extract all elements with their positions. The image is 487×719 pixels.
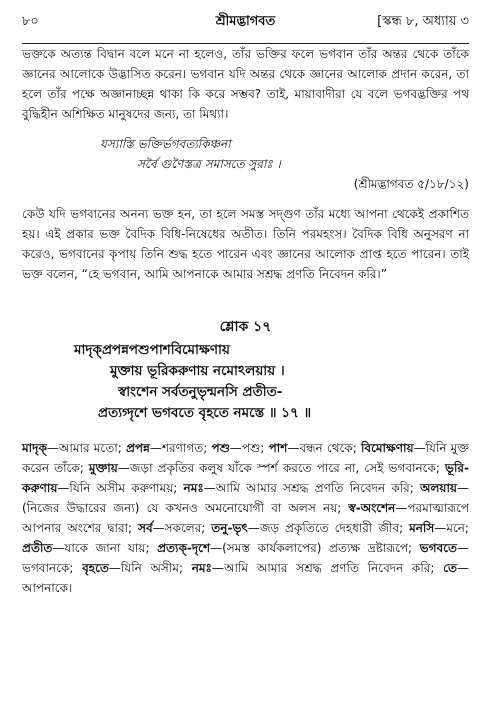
synonym-item: নমঃ—আমি আমার সশ্রদ্ধ প্রণতি নিবেদন করি; — [191, 561, 435, 575]
synonym-meaning: যিনি অসীম; — [120, 561, 184, 575]
synonym-item: তনু-ভৃৎ—জড় প্রকৃতিতে দেহধারী জীব; — [211, 521, 404, 535]
sanskrit-line-3: স্বাংশেন সর্বতনুভৃন্মনসি প্রতীত- — [118, 384, 283, 400]
page-header — [22, 12, 469, 40]
synonym-word: বৃহতে — [82, 561, 109, 575]
synonym-word: ভগবতে — [419, 541, 457, 555]
synonym-meaning: (নিজের উদ্ধারের জন্য) যে কখনও অমনোযোগী বা অলস নয়; — [22, 501, 342, 515]
synonym-word: মাদৃক্ — [22, 441, 47, 455]
synonym-item: প্রতীত—যাকে জানা যায়; — [22, 541, 150, 555]
book-page — [0, 12, 487, 719]
sloka-heading: শ্লোক ১৭ — [219, 319, 272, 335]
synonym-word: স্ব-অংশেন — [348, 501, 396, 515]
quoted-verse — [22, 134, 469, 194]
synonym-meaning: পশু; — [241, 441, 265, 455]
synonym-item: পাশ—বন্ধন থেকে; — [268, 441, 357, 455]
synonym-word: নমঃ — [183, 481, 204, 495]
synonym-word: সর্ব — [138, 521, 153, 535]
synonym-item: মাদৃক্—আমার মতো; — [22, 441, 122, 455]
synonym-word: ভূরি-করুণায় — [22, 461, 469, 495]
synonym-meaning: ভগবানকে; — [22, 561, 74, 575]
synonym-word: পাশ — [268, 441, 288, 455]
synonym-word: প্রত্যক্-দৃশে — [157, 541, 211, 555]
chapter-reference: [স্কন্ধ ৮, অধ্যায় ৩ — [377, 14, 469, 29]
synonym-item: ভূরি-করুণায়—যিনি অসীম করুণাময়; — [22, 461, 469, 495]
sanskrit-line-4: প্রত্যগ্দৃশে ভগবতে বৃহতে নমস্তে ॥ ১৭ ॥ — [98, 405, 312, 421]
synonym-word: মনসি — [409, 521, 435, 535]
synonym-item: নমঃ—আমি আমার সশ্রদ্ধ প্রণতি নিবেদন করি; — [183, 481, 414, 495]
paragraph-2: কেউ যদি ভগবানের অনন্য ভক্ত হন, তা হলে সমস্ত সদ্গুণ তাঁর মধ্যে আপনা থেকেই প্রকাশিত হয়। এই প্রকার ভক্ত বৈদিক বিধি-নিষেধের অতীত। তিনি পরমহংস। বৈদিক বিধি অনুসরণ না করেও, ভগবানের কৃপায় তিনি শুদ্ধ হতে পারেন এবং জ্ঞানের আলোক প্রাপ্ত হতে পারেন। তাই ভক্ত বলেন, “হে ভগবান, আমি আপনাকে আমার সশ্রদ্ধ প্রণতি নিবেদন করি।” — [22, 207, 469, 281]
synonym-meaning: যাকে জানা যায়; — [64, 541, 150, 555]
sanskrit-line-2: মুক্তায় ভূরিকরুণায় নমোঽলয়ায় । — [110, 363, 285, 379]
synonym-word: বিমোক্ষণায় — [360, 441, 414, 455]
synonym-word: পশু — [211, 441, 230, 455]
synonym-item: পশু—পশু; — [211, 441, 265, 455]
synonym-word: প্রপন্ন — [125, 441, 150, 455]
quoted-verse-line-1: যস্যাস্তি ভক্তির্ভগবত্যকিঞ্চনা — [100, 137, 231, 151]
synonym-item: অলয়ায়—(নিজের উদ্ধারের জন্য) যে কখনও অমনোযোগী বা অলস নয়; — [22, 481, 469, 515]
synonym-item: মনসি—মনে; — [409, 521, 469, 535]
synonym-word: মুক্তায় — [88, 461, 118, 475]
synonym-meaning: সকলের; — [164, 521, 206, 535]
synonym-item: মুক্তায়—জড়া প্রকৃতির কলুষ যাঁকে স্পর্শ করতে পারে না, সেই ভগবানকে; — [88, 461, 440, 475]
synonym-item: প্রত্যক্-দৃশে—(সমস্ত কার্যকলাপের) প্রত্যক্ষ দ্রষ্টারূপে; — [157, 541, 413, 555]
synonym-item: সর্ব—সকলের; — [138, 521, 206, 535]
synonym-item: স্ব-অংশেন—পরমাত্মারূপে আপনার অংশের দ্বারা; — [22, 501, 469, 535]
synonym-item: তে—আপনাকে। — [22, 561, 469, 595]
word-synonyms — [22, 438, 469, 598]
synonym-item: বৃহতে—যিনি অসীম; — [82, 561, 184, 575]
synonym-meaning: আমার মতো; — [58, 441, 122, 455]
synonym-meaning: জড় প্রকৃতিতে দেহধারী জীব; — [259, 521, 404, 535]
synonym-meaning: আপনাকে। — [22, 581, 73, 595]
sanskrit-line-1: মাদৃক্প্রপন্নপশুপাশবিমোক্ষণায় — [74, 342, 230, 358]
synonym-word: অলয়ায় — [420, 481, 457, 495]
synonym-item: বিমোক্ষণায়—যিনি মুক্ত করেন তাঁকে; — [22, 441, 469, 475]
synonym-meaning: যিনি মুক্ত করেন তাঁকে; — [22, 441, 469, 475]
synonym-meaning: আমি আমার সশ্রদ্ধ প্রণতি নিবেদন করি; — [223, 561, 435, 575]
header-divider — [22, 43, 469, 44]
synonym-meaning: মনে; — [446, 521, 469, 535]
paragraph-1: ভক্তকে অত্যন্ত বিদ্বান বলে মনে না হলেও, তাঁর ভক্তির ফলে ভগবান তাঁর অন্তর থেকে তাঁকে জ্ঞানের আলোকে উদ্ভাসিত করেন। ভগবান যদি অন্তর থেকে জ্ঞানের আলোক প্রদান করেন, তা হলে তাঁর পক্ষে অজ্ঞানাচ্ছন্ন থাকা কি করে সম্ভব? তাই, মায়াবাদীরা যে বলে ভগবদ্ভক্তির পথ বুদ্ধিহীন অশিক্ষিত মানুষদের জন্য, তা মিথ্যা। — [22, 47, 469, 121]
synonym-item: প্রপন্ন—শরণাগত; — [125, 441, 208, 455]
quoted-verse-line-2: সর্বৈ গুণৈস্তত্র সমাসতে সুরাঃ । — [137, 157, 281, 171]
synonym-meaning: শরণাগত; — [161, 441, 208, 455]
synonym-word: প্রতীত — [22, 541, 53, 555]
synonym-meaning: বন্ধন থেকে; — [299, 441, 357, 455]
synonym-meaning: আমি আমার সশ্রদ্ধ প্রণতি নিবেদন করি; — [215, 481, 414, 495]
synonym-meaning: (সমস্ত কার্যকলাপের) প্রত্যক্ষ দ্রষ্টারূপে; — [222, 541, 413, 555]
synonym-meaning: জড়া প্রকৃতির কলুষ যাঁকে স্পর্শ করতে পারে না, সেই ভগবানকে; — [129, 461, 440, 475]
synonym-meaning: পরমাত্মারূপে আপনার অংশের দ্বারা; — [22, 501, 469, 535]
page-number: ৮০ — [22, 14, 39, 29]
quoted-verse-reference: (শ্রীমদ্ভাগবত ৫/১৮/১২) — [353, 177, 469, 191]
book-title: শ্রীমদ্ভাগবত — [215, 14, 276, 29]
synonym-item: ভগবতে—ভগবানকে; — [22, 541, 469, 575]
synonym-word: তনু-ভৃৎ — [211, 521, 248, 535]
synonym-meaning: যিনি অসীম করুণাময়; — [69, 481, 178, 495]
synonym-word: তে — [443, 561, 457, 575]
synonym-word: নমঃ — [191, 561, 212, 575]
sanskrit-verse — [22, 340, 469, 424]
